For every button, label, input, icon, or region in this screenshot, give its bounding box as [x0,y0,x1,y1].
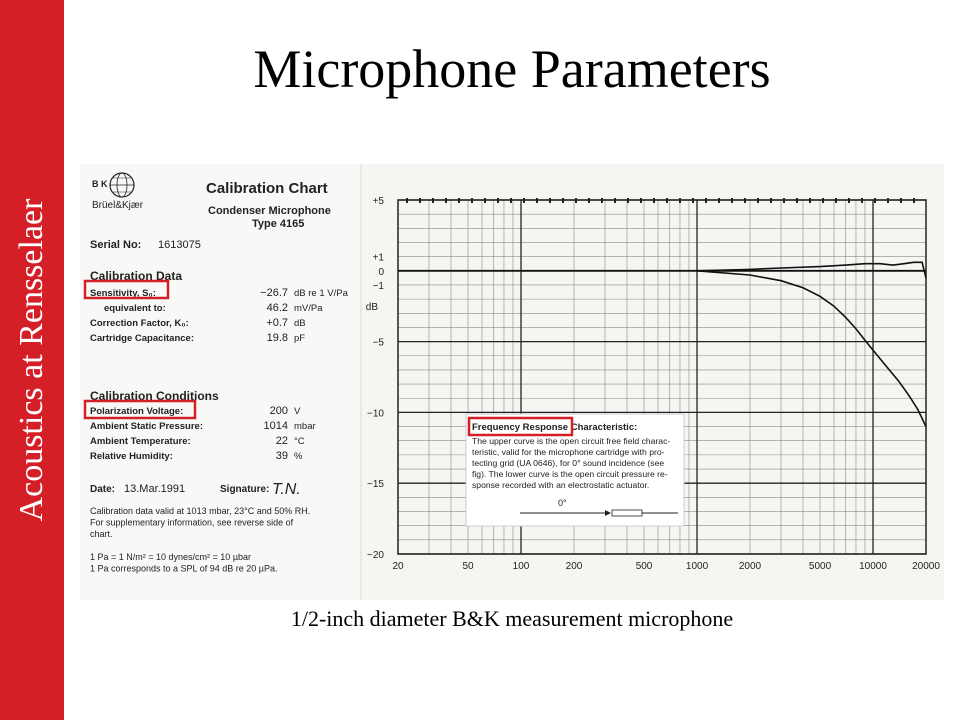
description-line: fig). The lower curve is the open circuit pressure re- [472,469,668,479]
top-tick [692,198,694,203]
note-line: 1 Pa = 1 N/m² = 10 dynes/cm² = 10 µbar [90,552,252,562]
condition-row-value: 39 [275,450,288,462]
frequency-response-description [466,414,684,526]
y-tick-label: +1 [372,252,384,264]
date-value: 13.Mar.1991 [124,483,186,495]
sheet-subtitle-2: Type 4165 [252,218,305,230]
top-tick [861,198,863,203]
x-tick-label: 10000 [859,561,887,572]
data-row-unit: dB [294,318,306,329]
top-tick [822,198,824,203]
x-tick-label: 20000 [912,561,940,572]
top-tick [471,198,473,203]
y-tick-label: −5 [372,337,384,349]
data-row-value: +0.7 [266,317,288,329]
top-tick [588,198,590,203]
x-tick-label: 1000 [685,561,709,572]
top-tick [510,198,512,203]
condition-row-label: Ambient Temperature: [90,436,191,447]
top-tick [601,198,603,203]
logo-letters: B K [92,179,108,189]
top-tick [640,198,642,203]
calibration-conditions-heading: Calibration Conditions [90,389,219,403]
top-tick [783,198,785,203]
x-tick-label: 20 [392,561,404,572]
top-tick [497,198,499,203]
data-row-value: 46.2 [266,302,288,314]
y-tick-label: 0 [378,266,384,278]
top-tick [731,198,733,203]
x-tick-label: 50 [462,561,474,572]
date-label: Date: [90,484,116,495]
x-tick-label: 2000 [738,561,762,572]
condition-row-value: 22 [275,435,288,447]
y-axis-label: dB [365,302,378,314]
top-tick [900,198,902,203]
calibration-sheet [80,164,944,600]
top-tick [757,198,759,203]
top-tick [809,198,811,203]
condition-row-unit: °C [294,436,305,447]
top-tick [419,198,421,203]
brand-name: Brüel&Kjær [92,200,144,211]
data-row-value: 19.8 [266,332,288,344]
slide-caption: 1/2-inch diameter B&K measurement microphone [290,606,734,631]
data-row-unit: pF [294,333,306,344]
note-line: 1 Pa corresponds to a SPL of 94 dB re 20 µPa. [90,563,278,574]
top-tick [627,198,629,203]
note-line: For supplementary information, see reverse side of [90,517,294,528]
top-tick [562,198,564,203]
description-line: The upper curve is the open circuit free field charac- [472,436,671,446]
description-line: sponse recorded with an electrostatic actuator. [472,480,650,490]
signature-label: Signature: [220,484,270,495]
top-tick [835,198,837,203]
top-tick [744,198,746,203]
calibration-data-heading: Calibration Data [90,269,183,283]
microphone-icon [612,510,642,516]
top-tick [575,198,577,203]
data-row-label: equivalent to: [104,303,166,314]
signature-value: T.N. [272,481,301,498]
top-tick [484,198,486,203]
serial-value: 1613075 [158,239,201,251]
top-tick [874,198,876,203]
svg-text:Frequency Response Characteris [472,422,637,433]
y-tick-label: −1 [372,280,384,292]
side-label: Acoustics at Rensselaer [13,198,50,522]
top-tick [887,198,889,203]
x-tick-label: 500 [635,561,653,572]
top-tick [679,198,681,203]
calibration-chart-figure [80,164,944,600]
note-line: chart. [90,529,113,539]
description-line: teristic, valid for the microphone cartridge with pro- [472,447,665,457]
x-tick-label: 100 [512,561,530,572]
y-tick-label: +5 [372,196,384,207]
x-tick-label: 200 [565,561,583,572]
top-tick [666,198,668,203]
condition-row-unit: V [294,406,301,417]
y-tick-label: −10 [367,408,384,420]
x-tick-label: 5000 [808,561,832,572]
top-tick [406,198,408,203]
condition-row-value: 200 [269,405,288,417]
data-row-unit: mV/Pa [294,303,323,314]
top-tick [705,198,707,203]
incidence-angle-label: 0° [558,498,567,508]
top-tick [536,198,538,203]
sheet-title: Calibration Chart [206,180,328,197]
y-tick-label: −20 [367,550,384,561]
condition-row-label: Relative Humidity: [90,451,173,462]
top-tick [848,198,850,203]
data-row-label: Sensitivity, S₀: [90,288,156,299]
condition-row-unit: % [294,451,303,462]
top-tick [445,198,447,203]
note-line: Calibration data valid at 1013 mbar, 23°C and 50% RH. [90,506,311,516]
top-tick [913,198,915,203]
description-lines [472,436,670,490]
sheet-subtitle-1: Condenser Microphone [208,205,331,217]
side-band [0,0,64,720]
description-line: tecting grid (UA 0646), for 0° sound incidence (see [472,458,665,468]
top-tick [432,198,434,203]
characteristic-label: Characteristic: [568,422,638,433]
frequency-response-label: Frequency Response [472,422,569,433]
data-row-unit: dB re 1 V/Pa [294,288,348,299]
y-tick-label: −15 [367,479,384,491]
condition-row-label: Polarization Voltage: [90,406,184,417]
top-tick [796,198,798,203]
slide-title: Microphone Parameters [253,39,771,99]
data-row-value: −26.7 [260,287,288,299]
top-tick [549,198,551,203]
condition-row-label: Ambient Static Pressure: [90,421,203,432]
data-row-label: Correction Factor, K₀: [90,318,189,329]
top-tick [614,198,616,203]
serial-label: Serial No: [90,239,142,251]
condition-row-unit: mbar [294,421,316,432]
top-tick [770,198,772,203]
top-tick [653,198,655,203]
top-tick [523,198,525,203]
top-tick [718,198,720,203]
top-tick [458,198,460,203]
data-row-label: Cartridge Capacitance: [90,333,195,344]
condition-row-value: 1014 [263,420,288,432]
